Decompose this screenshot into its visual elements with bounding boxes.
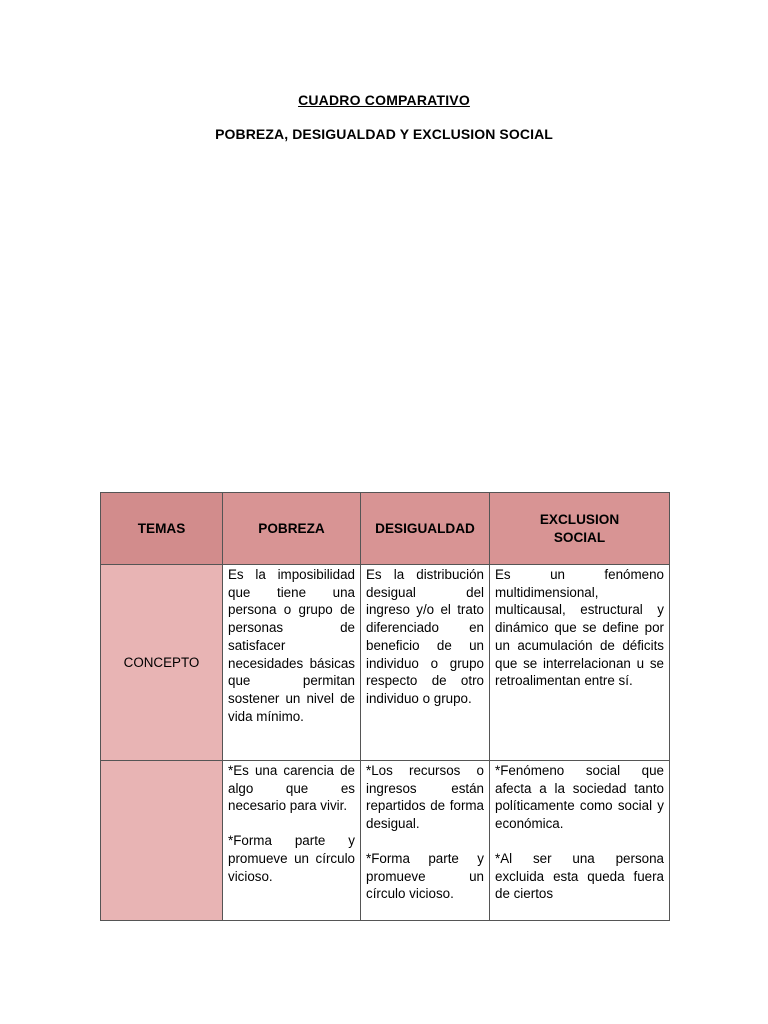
cell-exclusion-caracteristicas — [490, 761, 670, 921]
row-label-concepto: CONCEPTO — [101, 565, 223, 761]
header-pobreza: POBREZA — [223, 493, 361, 565]
cell-desigualdad-concepto — [361, 565, 490, 761]
cell-paragraph: *Es una carencia de algo que es necesario para vivir. — [228, 763, 355, 814]
document-title: CUADRO COMPARATIVO — [298, 92, 470, 108]
cell-paragraph: *Forma parte y promueve un círculo vicioso. — [366, 850, 484, 902]
cell-paragraph: *Al ser una persona excluida esta queda fuera de ciertos — [495, 850, 664, 902]
header-desigualdad: DESIGUALDAD — [361, 493, 490, 565]
cell-pobreza-caracteristicas — [223, 761, 361, 921]
cell-paragraph: *Forma parte y promueve un círculo vicioso. — [228, 833, 355, 884]
table-row — [101, 565, 670, 761]
cell-paragraph: Es la imposibilidad que tiene una persona o grupo de personas de satisfacer necesidades básicas que permitan sostener un nivel de vida mínimo. — [228, 567, 355, 724]
cell-paragraph: Es la distribución desigual del ingreso y/o el trato diferenciado en beneficio de un individuo o grupo respecto de otro individuo o grupo. — [366, 567, 484, 706]
table-row — [101, 761, 670, 921]
header-exclusion-social: EXCLUSION SOCIAL — [490, 493, 670, 565]
header-temas: TEMAS — [101, 493, 223, 565]
document-subtitle: POBREZA, DESIGUALDAD Y EXCLUSION SOCIAL — [215, 126, 553, 142]
cell-exclusion-concepto — [490, 565, 670, 761]
row-label-empty — [101, 761, 223, 921]
comparison-table — [100, 492, 670, 921]
cell-paragraph: *Fenómeno social que afecta a la sociedad tanto políticamente como social y económica. — [495, 763, 664, 832]
cell-desigualdad-caracteristicas — [361, 761, 490, 921]
cell-pobreza-concepto — [223, 565, 361, 761]
cell-paragraph: Es un fenómeno multidimensional, multicausal, estructural y dinámico que se define por un acumulación de déficits que se interrelacionan u se retroalimentan entre sí. — [495, 567, 664, 689]
table-header-row — [101, 493, 670, 565]
cell-paragraph: *Los recursos o ingresos están repartidos de forma desigual. — [366, 763, 484, 832]
